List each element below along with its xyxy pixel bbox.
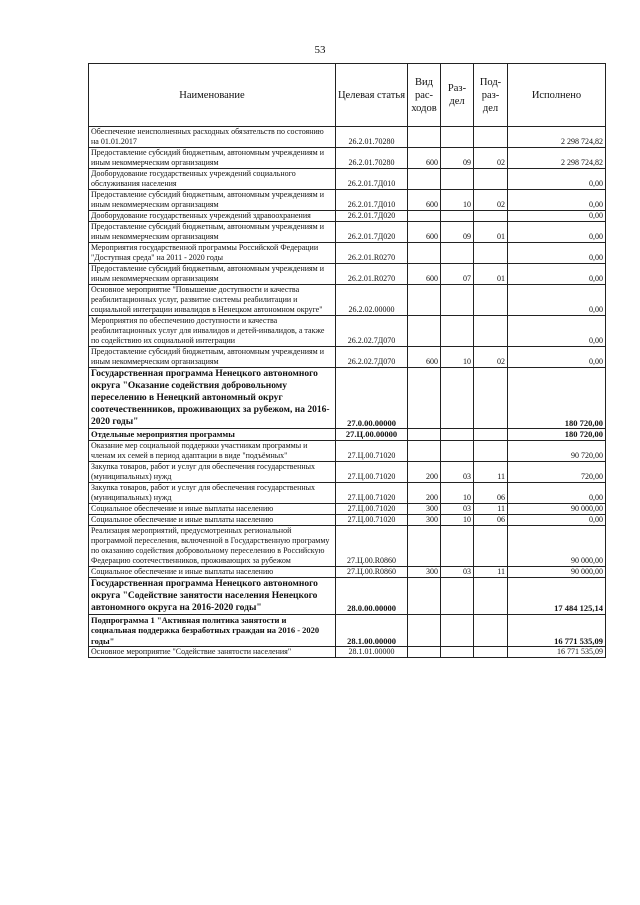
cell-section: [441, 316, 474, 347]
cell-name: Предоставление субсидий бюджетным, автономным учреждениям и иным некоммерческим организациям: [89, 190, 336, 211]
cell-subsection: [474, 243, 508, 264]
cell-expense-type: 200: [408, 461, 441, 482]
cell-executed: 90 000,00: [508, 525, 606, 566]
table-row: [89, 461, 606, 482]
cell-executed: 0,00: [508, 285, 606, 316]
cell-section: [441, 525, 474, 566]
cell-executed: 0,00: [508, 222, 606, 243]
header-expense-type: Вид рас- ходов: [408, 64, 441, 127]
cell-section: 10: [441, 514, 474, 525]
cell-expense-type: [408, 316, 441, 347]
cell-executed: 0,00: [508, 264, 606, 285]
cell-section: [441, 647, 474, 658]
cell-section: 03: [441, 503, 474, 514]
header-section: Раз- дел: [441, 64, 474, 127]
cell-target-article: 27.Ц.00.R0860: [336, 525, 408, 566]
cell-executed: 0,00: [508, 316, 606, 347]
table-row: [89, 169, 606, 190]
cell-expense-type: [408, 211, 441, 222]
cell-target-article: 27.Ц.00.71020: [336, 503, 408, 514]
cell-name: Мероприятия по обеспечению доступности и качества реабилитационных услуг для инвалидов и детей-инвалидов, а также по содействию их социальной интеграции: [89, 316, 336, 347]
table-row: [89, 577, 606, 614]
cell-section: 09: [441, 148, 474, 169]
cell-target-article: 26.2.02.00000: [336, 285, 408, 316]
cell-target-article: 26.2.01.7Д020: [336, 222, 408, 243]
cell-subsection: 01: [474, 222, 508, 243]
cell-subsection: 02: [474, 190, 508, 211]
table-header-row: [89, 64, 606, 127]
cell-name: Социальное обеспечение и иные выплаты населению: [89, 514, 336, 525]
cell-name: Социальное обеспечение и иные выплаты населению: [89, 566, 336, 577]
table-row: [89, 614, 606, 647]
cell-subsection: [474, 285, 508, 316]
table-row: [89, 647, 606, 658]
table-body: [89, 127, 606, 658]
cell-target-article: 27.0.00.00000: [336, 368, 408, 429]
table-row: [89, 566, 606, 577]
table-row: [89, 222, 606, 243]
budget-execution-table: [88, 63, 606, 658]
cell-expense-type: 600: [408, 148, 441, 169]
cell-executed: 2 298 724,82: [508, 148, 606, 169]
cell-name: Оказание мер социальной поддержки участникам программы и членам их семей в период адаптации в виде "подъёмных": [89, 440, 336, 461]
cell-executed: 16 771 535,09: [508, 647, 606, 658]
cell-name: Закупка товаров, работ и услуг для обеспечения государственных (муниципальных) нужд: [89, 482, 336, 503]
cell-name: Предоставление субсидий бюджетным, автономным учреждениям и иным некоммерческим организациям: [89, 222, 336, 243]
cell-name: Дооборудование государственных учреждений социального обслуживания населения: [89, 169, 336, 190]
cell-subsection: [474, 169, 508, 190]
cell-target-article: 26.2.01.7Д010: [336, 169, 408, 190]
cell-subsection: 02: [474, 148, 508, 169]
cell-expense-type: 200: [408, 482, 441, 503]
cell-name: Социальное обеспечение и иные выплаты населению: [89, 503, 336, 514]
cell-target-article: 26.2.01.7Д020: [336, 211, 408, 222]
cell-expense-type: [408, 368, 441, 429]
header-target-article: Целевая статья: [336, 64, 408, 127]
cell-expense-type: [408, 285, 441, 316]
cell-subsection: [474, 316, 508, 347]
cell-name: Реализация мероприятий, предусмотренных региональной программой переселения, включенной в Государственную программу по оказанию содействия добровольному переселению в Российскую Федерацию соотечественников, проживающих за рубежом: [89, 525, 336, 566]
cell-name: Основное мероприятие "Повышение доступности и качества реабилитационных услуг, развитие системы реабилитации и социальной интеграции инвалидов в Ненецком автономном округе": [89, 285, 336, 316]
cell-section: [441, 169, 474, 190]
cell-expense-type: 600: [408, 190, 441, 211]
cell-target-article: 27.Ц.00.71020: [336, 461, 408, 482]
cell-section: 07: [441, 264, 474, 285]
cell-expense-type: [408, 169, 441, 190]
cell-subsection: 11: [474, 566, 508, 577]
cell-executed: 90 000,00: [508, 566, 606, 577]
cell-expense-type: 600: [408, 222, 441, 243]
cell-section: [441, 127, 474, 148]
table-row: [89, 316, 606, 347]
cell-subsection: [474, 211, 508, 222]
table-row: [89, 347, 606, 368]
cell-subsection: 02: [474, 347, 508, 368]
cell-name: Предоставление субсидий бюджетным, автономным учреждениям и иным некоммерческим организациям: [89, 148, 336, 169]
cell-section: [441, 614, 474, 647]
cell-name: Основное мероприятие "Содействие занятости населения": [89, 647, 336, 658]
table-row: [89, 429, 606, 441]
cell-expense-type: [408, 577, 441, 614]
cell-section: 09: [441, 222, 474, 243]
cell-target-article: 27.Ц.00.71020: [336, 514, 408, 525]
cell-section: 10: [441, 190, 474, 211]
table-row: [89, 503, 606, 514]
cell-subsection: 11: [474, 503, 508, 514]
cell-executed: 16 771 535,09: [508, 614, 606, 647]
cell-expense-type: 300: [408, 514, 441, 525]
header-name: Наименование: [89, 64, 336, 127]
cell-executed: 0,00: [508, 243, 606, 264]
cell-name: Обеспечение неисполненных расходных обязательств по состоянию на 01.01.2017: [89, 127, 336, 148]
cell-executed: 0,00: [508, 169, 606, 190]
table-row: [89, 264, 606, 285]
table-row: [89, 440, 606, 461]
cell-subsection: [474, 368, 508, 429]
table-row: [89, 243, 606, 264]
cell-expense-type: [408, 614, 441, 647]
cell-expense-type: 300: [408, 566, 441, 577]
cell-executed: 720,00: [508, 461, 606, 482]
table-row: [89, 514, 606, 525]
cell-target-article: 26.2.01.7Д010: [336, 190, 408, 211]
cell-name: Государственная программа Ненецкого автономного округа "Оказание содействия добровольному переселению в Ненецкий автономный округ соотечественников, проживающих за рубежом, на 2016-2020 годы": [89, 368, 336, 429]
cell-target-article: 28.1.01.00000: [336, 647, 408, 658]
header-executed: Исполнено: [508, 64, 606, 127]
cell-subsection: [474, 525, 508, 566]
cell-executed: 180 720,00: [508, 368, 606, 429]
cell-target-article: 26.2.01.R0270: [336, 243, 408, 264]
cell-executed: 0,00: [508, 347, 606, 368]
cell-section: 03: [441, 566, 474, 577]
table-row: [89, 190, 606, 211]
cell-section: [441, 440, 474, 461]
table-row: [89, 148, 606, 169]
cell-expense-type: 300: [408, 503, 441, 514]
cell-executed: 0,00: [508, 211, 606, 222]
cell-subsection: [474, 614, 508, 647]
cell-target-article: 27.Ц.00.71020: [336, 482, 408, 503]
cell-expense-type: [408, 525, 441, 566]
table-row: [89, 211, 606, 222]
cell-name: Дооборудование государственных учреждений здравоохранения: [89, 211, 336, 222]
cell-name: Государственная программа Ненецкого автономного округа "Содействие занятости населения Ненецкого автономного округа на 2016-2020 годы": [89, 577, 336, 614]
cell-name: Предоставление субсидий бюджетным, автономным учреждениям и иным некоммерческим организациям: [89, 347, 336, 368]
cell-section: [441, 429, 474, 441]
cell-target-article: 26.2.01.R0270: [336, 264, 408, 285]
cell-subsection: [474, 647, 508, 658]
cell-section: [441, 368, 474, 429]
table-row: [89, 482, 606, 503]
cell-subsection: [474, 429, 508, 441]
cell-target-article: 26.2.01.70280: [336, 127, 408, 148]
cell-target-article: 27.Ц.00.71020: [336, 440, 408, 461]
cell-section: [441, 285, 474, 316]
cell-section: 10: [441, 347, 474, 368]
cell-subsection: 06: [474, 514, 508, 525]
cell-section: [441, 211, 474, 222]
cell-expense-type: [408, 429, 441, 441]
cell-subsection: [474, 127, 508, 148]
cell-executed: 17 484 125,14: [508, 577, 606, 614]
cell-name: Предоставление субсидий бюджетным, автономным учреждениям и иным некоммерческим организациям: [89, 264, 336, 285]
cell-name: Закупка товаров, работ и услуг для обеспечения государственных (муниципальных) нужд: [89, 461, 336, 482]
cell-section: [441, 577, 474, 614]
cell-executed: 90 720,00: [508, 440, 606, 461]
cell-target-article: 28.1.00.00000: [336, 614, 408, 647]
table-row: [89, 525, 606, 566]
cell-expense-type: 600: [408, 347, 441, 368]
cell-executed: 2 298 724,82: [508, 127, 606, 148]
cell-executed: 0,00: [508, 190, 606, 211]
page-number: 53: [314, 44, 326, 56]
table-row: [89, 285, 606, 316]
cell-section: 03: [441, 461, 474, 482]
cell-target-article: 28.0.00.00000: [336, 577, 408, 614]
table-row: [89, 368, 606, 429]
cell-expense-type: [408, 647, 441, 658]
cell-executed: 0,00: [508, 514, 606, 525]
cell-executed: 90 000,00: [508, 503, 606, 514]
cell-subsection: 11: [474, 461, 508, 482]
cell-expense-type: [408, 440, 441, 461]
cell-target-article: 26.2.02.7Д070: [336, 347, 408, 368]
cell-subsection: [474, 577, 508, 614]
cell-name: Отдельные мероприятия программы: [89, 429, 336, 441]
cell-target-article: 26.2.02.7Д070: [336, 316, 408, 347]
cell-name: Мероприятия государственной программы Российской Федерации "Доступная среда" на 2011 - 2020 годы: [89, 243, 336, 264]
cell-expense-type: [408, 243, 441, 264]
cell-executed: 0,00: [508, 482, 606, 503]
cell-section: [441, 243, 474, 264]
cell-expense-type: [408, 127, 441, 148]
header-subsection: Под- раз- дел: [474, 64, 508, 127]
cell-section: 10: [441, 482, 474, 503]
cell-subsection: 06: [474, 482, 508, 503]
cell-subsection: 01: [474, 264, 508, 285]
cell-expense-type: 600: [408, 264, 441, 285]
cell-executed: 180 720,00: [508, 429, 606, 441]
cell-subsection: [474, 440, 508, 461]
cell-target-article: 26.2.01.70280: [336, 148, 408, 169]
cell-name: Подпрограмма 1 "Активная политика занятости и социальная поддержка безработных граждан на 2016 - 2020 годы": [89, 614, 336, 647]
cell-target-article: 27.Ц.00.00000: [336, 429, 408, 441]
cell-target-article: 27.Ц.00.R0860: [336, 566, 408, 577]
table-row: [89, 127, 606, 148]
